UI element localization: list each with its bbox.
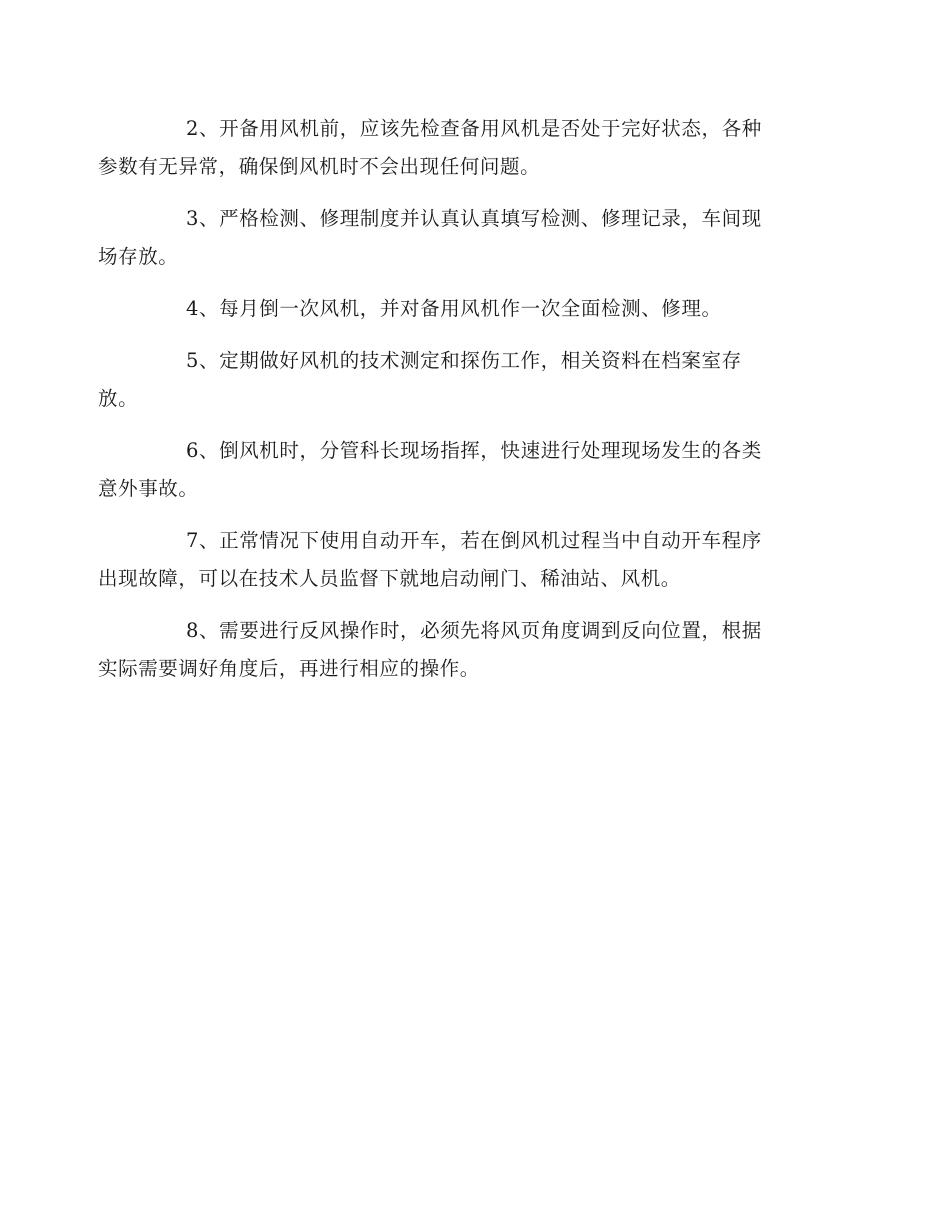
paragraph-item-4: [142, 290, 808, 328]
paragraph-line: 放。: [98, 387, 139, 410]
paragraph-line: 场存放。: [98, 245, 179, 268]
paragraph-line: 参数有无异常，确保倒风机时不会出现任何问题。: [98, 155, 541, 178]
paragraph-item-5: [98, 342, 808, 418]
paragraph-item-6: [98, 432, 808, 508]
paragraph-line: 7、正常情况下使用自动开车，若在倒风机过程当中自动开车程序: [186, 529, 762, 552]
document-body: [98, 110, 808, 702]
paragraph-line: 意外事故。: [98, 477, 199, 500]
paragraph-item-3: [98, 200, 808, 276]
paragraph-item-8: [98, 612, 808, 688]
paragraph-line: 5、定期做好风机的技术测定和探伤工作，相关资料在档案室存: [186, 349, 742, 372]
paragraph-line: 3、严格检测、修理制度并认真认真填写检测、修理记录，车间现: [186, 207, 762, 230]
paragraph-line: 2、开备用风机前，应该先检查备用风机是否处于完好状态，各种: [186, 117, 762, 140]
paragraph-line: 6、倒风机时，分管科长现场指挥，快速进行处理现场发生的各类: [186, 439, 762, 462]
paragraph-line: 8、需要进行反风操作时，必须先将风页角度调到反向位置，根据: [186, 619, 762, 642]
paragraph-item-7: [98, 522, 808, 598]
paragraph-line: 4、每月倒一次风机，并对备用风机作一次全面检测、修理。: [186, 297, 722, 320]
paragraph-item-2: [98, 110, 808, 186]
paragraph-line: 实际需要调好角度后，再进行相应的操作。: [98, 657, 480, 680]
paragraph-line: 出现故障，可以在技术人员监督下就地启动闸门、稀油站、风机。: [98, 567, 681, 590]
